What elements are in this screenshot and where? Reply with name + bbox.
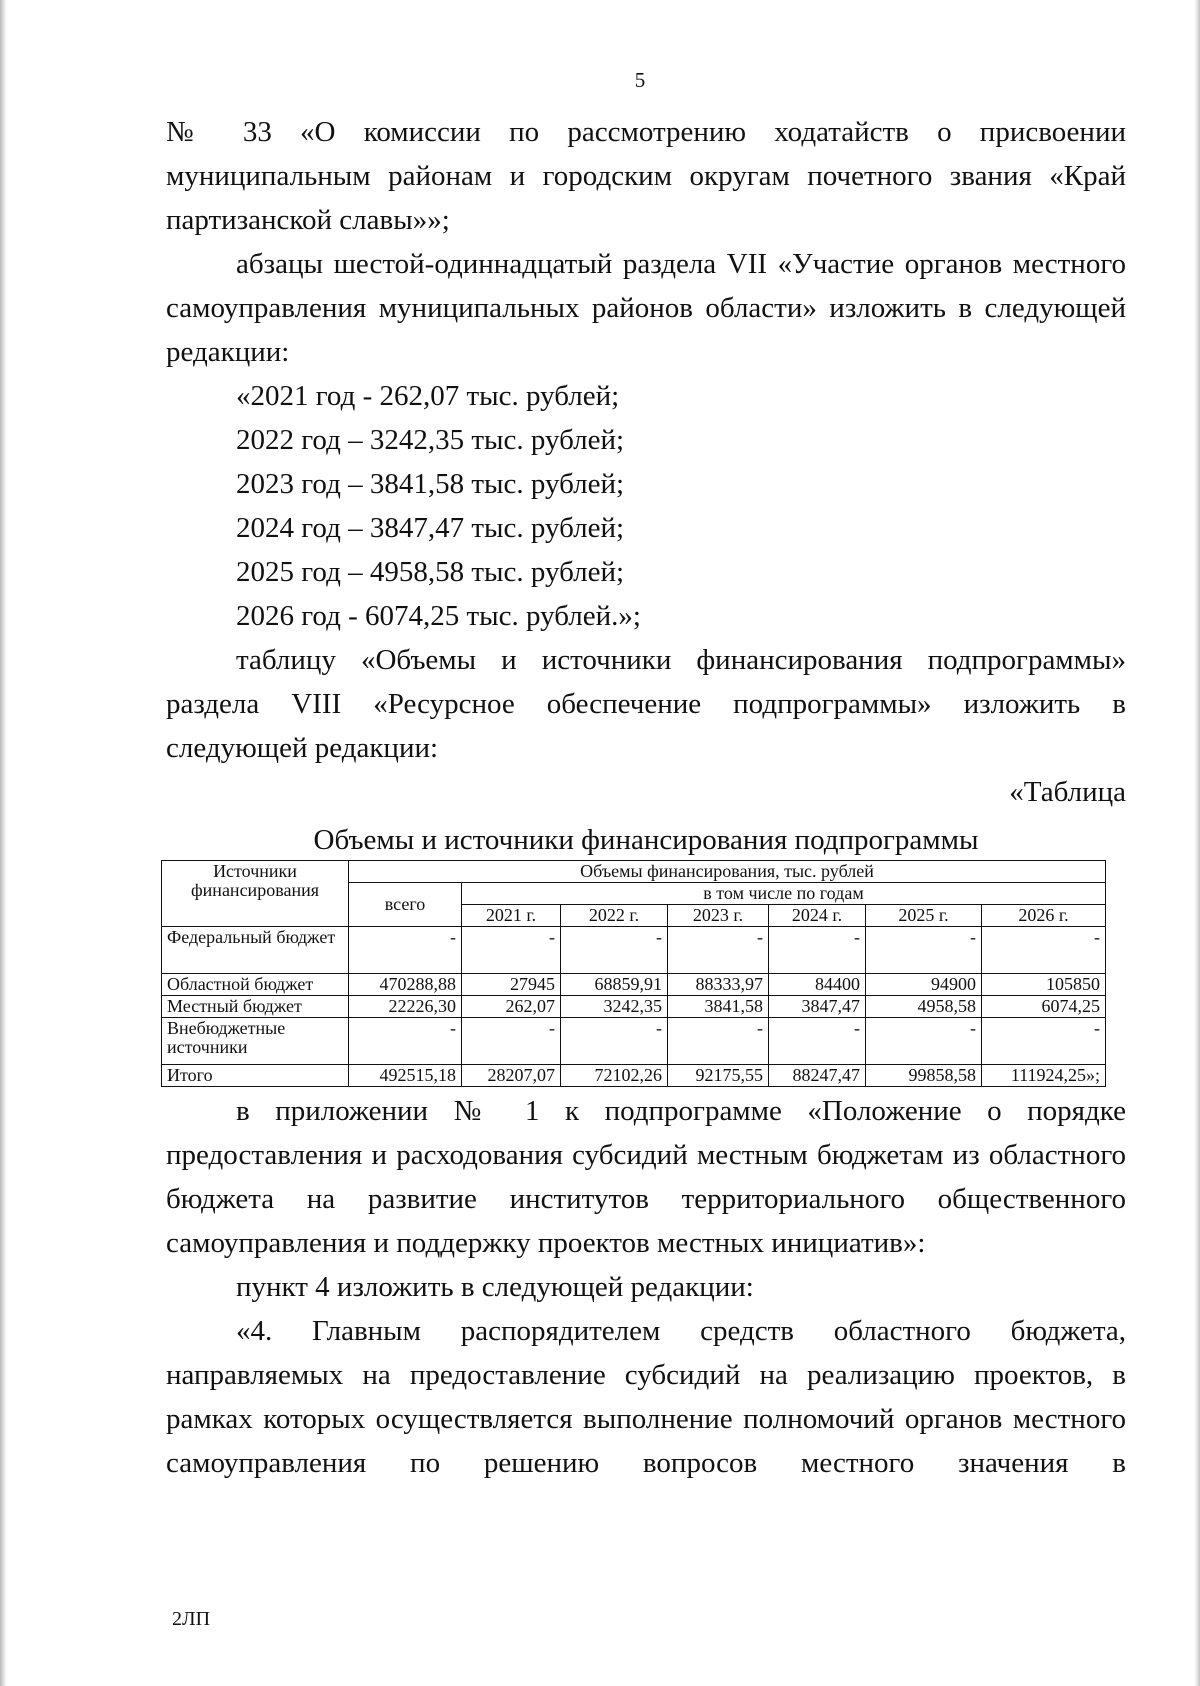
- cell-value: 4958,58: [866, 996, 982, 1018]
- header-year-2024: 2024 г.: [769, 905, 866, 927]
- cell-value: -: [561, 1018, 668, 1065]
- cell-value: 88247,47: [769, 1065, 866, 1087]
- paragraph-commission-ref: № 33 «О комиссии по рассмотрению ходатайств о присвоении муниципальным районам и городским округам почетного звания «Край партизанской славы»»;: [166, 116, 1126, 236]
- cell-value: -: [561, 927, 668, 974]
- cell-value: 99858,58: [866, 1065, 982, 1087]
- scan-edge-right: [1194, 0, 1200, 1686]
- header-volumes: Объемы финансирования, тыс. рублей: [349, 861, 1106, 883]
- cell-value: 84400: [769, 974, 866, 996]
- cell-value: -: [982, 927, 1106, 974]
- row-name: Итого: [162, 1065, 349, 1087]
- cell-value: -: [769, 1018, 866, 1065]
- footer-code: 2ЛП: [172, 1608, 211, 1630]
- cell-value: -: [349, 927, 462, 974]
- row-name: Областной бюджет: [162, 974, 349, 996]
- cell-value: 6074,25: [982, 996, 1106, 1018]
- cell-value: 492515,18: [349, 1065, 462, 1087]
- cell-value: 3841,58: [668, 996, 769, 1018]
- cell-value: -: [769, 927, 866, 974]
- year-line: 2025 год – 4958,58 тыс. рублей;: [236, 556, 625, 588]
- cell-value: 28207,07: [462, 1065, 561, 1087]
- header-year-2025: 2025 г.: [866, 905, 982, 927]
- paragraph-appendix-1: в приложении № 1 к подпрограмме «Положение о порядке предоставления и расходования субсидий местным бюджетам из областного бюджета на развитие институтов территориального общественного самоуправления и поддержку проектов местных инициатив»:: [166, 1095, 1126, 1259]
- table-row: [162, 1018, 1106, 1065]
- cell-value: 72102,26: [561, 1065, 668, 1087]
- cell-value: 3847,47: [769, 996, 866, 1018]
- financing-table: [161, 860, 1106, 1087]
- cell-value: 94900: [866, 974, 982, 996]
- header-sources: Источники финансирования: [162, 861, 349, 927]
- scan-edge-left: [0, 0, 7, 1686]
- cell-value: 88333,97: [668, 974, 769, 996]
- paragraph-section-vii: абзацы шестой-одиннадцатый раздела VII «Участие органов местного самоуправления муниципальных районов области» изложить в следующей редакции:: [166, 248, 1126, 368]
- document-body: [166, 110, 1126, 1485]
- cell-value: 262,07: [462, 996, 561, 1018]
- cell-value: -: [982, 1018, 1106, 1065]
- cell-value: 68859,91: [561, 974, 668, 996]
- year-line: 2023 год – 3841,58 тыс. рублей;: [236, 468, 625, 500]
- table-row-total: [162, 1065, 1106, 1087]
- header-by-years: в том числе по годам: [462, 883, 1106, 905]
- cell-value: -: [866, 1018, 982, 1065]
- header-total: всего: [349, 883, 462, 927]
- paragraph-item-4-text: «4. Главным распорядителем средств областного бюджета, направляемых на предоставление субсидий на реализацию проектов, в рамках которых осуществляется выполнение полномочий органов местного самоуправления по решению вопросов местного значения в: [166, 1315, 1126, 1479]
- paragraph-section-viii: таблицу «Объемы и источники финансирования подпрограммы» раздела VIII «Ресурсное обеспечение подпрограммы» изложить в следующей редакции:: [166, 644, 1126, 764]
- header-year-2022: 2022 г.: [561, 905, 668, 927]
- cell-value: -: [462, 927, 561, 974]
- cell-value: -: [668, 927, 769, 974]
- table-row: [162, 996, 1106, 1018]
- cell-value: 92175,55: [668, 1065, 769, 1087]
- page-number: 5: [634, 68, 646, 92]
- paragraph-item-4: пункт 4 изложить в следующей редакции:: [236, 1271, 754, 1303]
- row-name: Местный бюджет: [162, 996, 349, 1018]
- row-name: Федеральный бюджет: [162, 927, 349, 974]
- year-amount-list: [166, 374, 1126, 638]
- table-row: [162, 927, 1106, 974]
- table-label: «Таблица: [1009, 776, 1126, 808]
- table-caption: Объемы и источники финансирования подпрограммы: [313, 824, 979, 856]
- header-year-2023: 2023 г.: [668, 905, 769, 927]
- cell-value: -: [668, 1018, 769, 1065]
- cell-value: 470288,88: [349, 974, 462, 996]
- cell-value: 105850: [982, 974, 1106, 996]
- year-line: 2026 год - 6074,25 тыс. рублей.»;: [236, 600, 641, 632]
- year-line: «2021 год - 262,07 тыс. рублей;: [236, 380, 620, 412]
- header-year-2026: 2026 г.: [982, 905, 1106, 927]
- table-row: [162, 974, 1106, 996]
- cell-value: -: [462, 1018, 561, 1065]
- row-name: Внебюджетные источники: [162, 1018, 349, 1065]
- cell-value: -: [349, 1018, 462, 1065]
- cell-value: 27945: [462, 974, 561, 996]
- cell-value: 3242,35: [561, 996, 668, 1018]
- header-year-2021: 2021 г.: [462, 905, 561, 927]
- year-line: 2022 год – 3242,35 тыс. рублей;: [236, 424, 625, 456]
- year-line: 2024 год – 3847,47 тыс. рублей;: [236, 512, 625, 544]
- cell-value: 111924,25»;: [982, 1065, 1106, 1087]
- cell-value: -: [866, 927, 982, 974]
- cell-value: 22226,30: [349, 996, 462, 1018]
